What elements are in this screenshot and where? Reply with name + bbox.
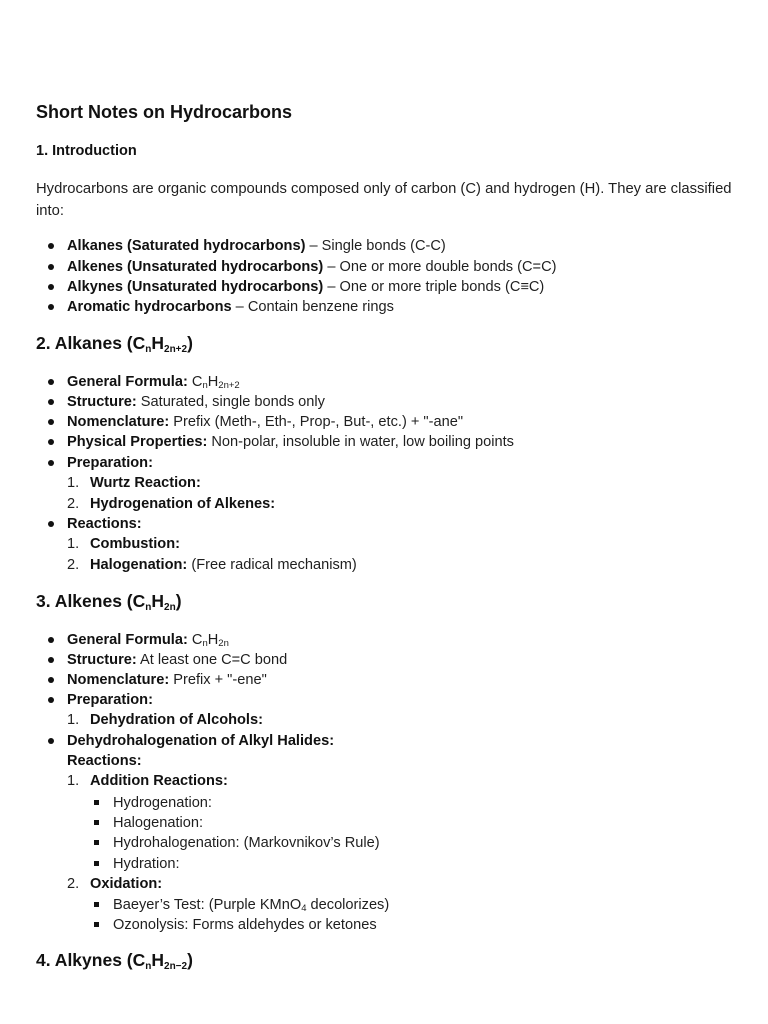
- square-bullet-icon: [94, 861, 99, 866]
- alkenes-heading: 3. Alkenes $(C_nH_{2n})$: [36, 591, 182, 613]
- bullet-icon: [48, 379, 54, 385]
- bullet-icon: [48, 697, 54, 703]
- list-item-label: Alkanes (Saturated hydrocarbons): [67, 238, 306, 254]
- intro-paragraph: Hydrocarbons are organic compounds composed only of carbon (C) and hydrogen (H). They are classified into:: [36, 181, 732, 219]
- list-item-text: – Single bonds (C-C): [305, 238, 446, 254]
- bullet-icon: [48, 677, 54, 683]
- bullet-icon: [48, 460, 54, 466]
- list-item-label: Alkynes (Unsaturated hydrocarbons): [67, 279, 324, 295]
- alkynes-heading: 4. Alkynes $(C_nH_{2n-2})$: [36, 950, 193, 972]
- bullet-icon: [48, 657, 54, 663]
- bullet-icon: [48, 304, 54, 310]
- bullet-icon: [48, 738, 54, 744]
- list-item-text: – One or more triple bonds (C≡C): [323, 279, 545, 295]
- bullet-icon: [48, 439, 54, 445]
- list-item-text: – Contain benzene rings: [231, 299, 394, 315]
- bullet-icon: [48, 284, 54, 290]
- page-title: Short Notes on Hydrocarbons: [36, 102, 293, 122]
- intro-heading: 1. Introduction: [36, 143, 137, 159]
- alkanes-heading: 2. Alkanes $(C_nH_{2n+2})$: [36, 333, 193, 355]
- bullet-icon: [48, 264, 54, 270]
- square-bullet-icon: [94, 922, 99, 927]
- bullet-icon: [48, 521, 54, 527]
- bullet-icon: [48, 399, 54, 405]
- square-bullet-icon: [94, 840, 99, 845]
- list-item-text: – One or more double bonds (C=C): [323, 259, 557, 275]
- bullet-icon: [48, 637, 54, 643]
- bullet-icon: [48, 419, 54, 425]
- bullet-icon: [48, 243, 54, 249]
- square-bullet-icon: [94, 800, 99, 805]
- square-bullet-icon: [94, 902, 99, 907]
- list-item-label: Aromatic hydrocarbons: [67, 299, 232, 315]
- list-item-label: Alkenes (Unsaturated hydrocarbons): [67, 259, 324, 275]
- square-bullet-icon: [94, 820, 99, 825]
